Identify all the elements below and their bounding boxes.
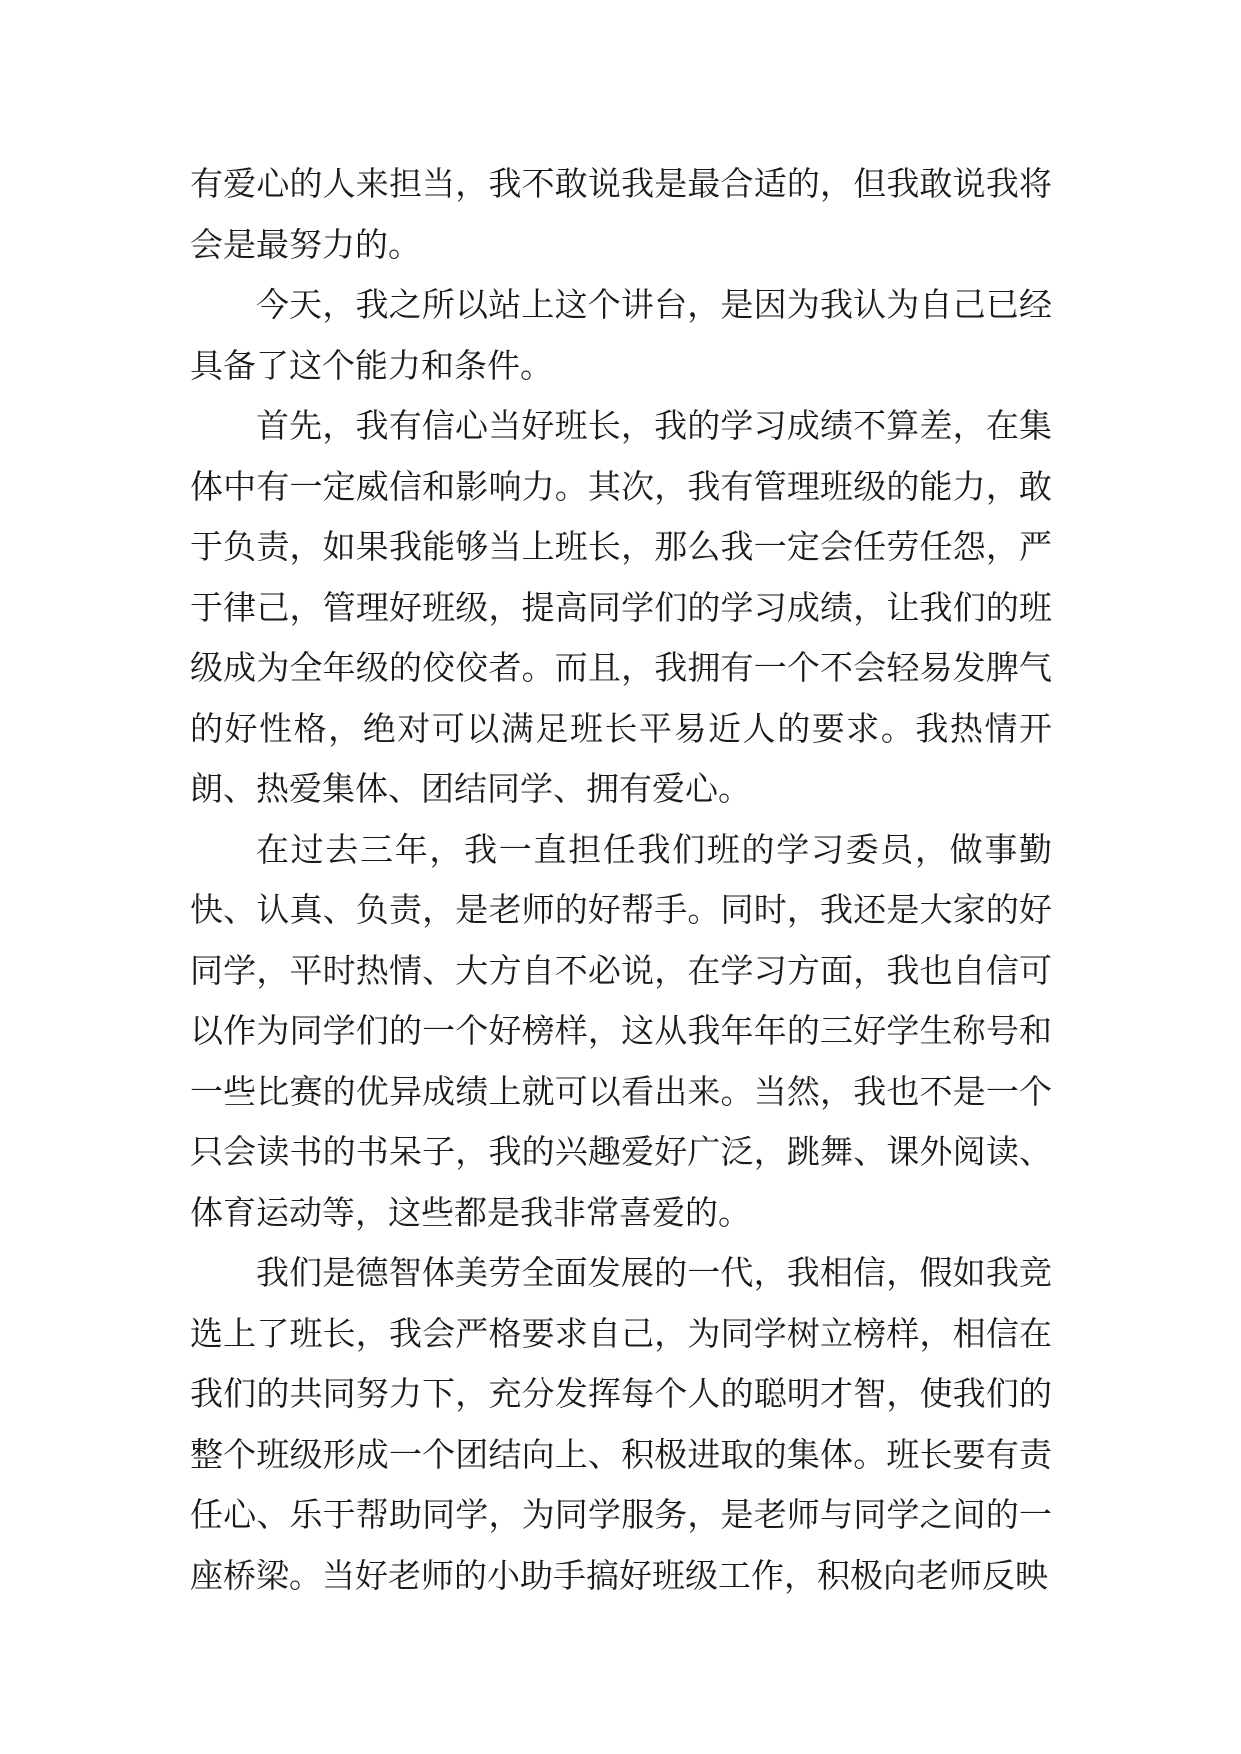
document-body — [190, 154, 1052, 1606]
paragraph-continued: 有爱心的人来担当，我不敢说我是最合适的，但我敢说我将会是最努力的。 — [190, 164, 1052, 264]
paragraph: 我们是德智体美劳全面发展的一代，我相信，假如我竞选上了班长，我会严格要求自己，为同学树立榜样，相信在我们的共同努力下，充分发挥每个人的聪明才智，使我们的整个班级形成一个团结向上、积极进取的集体。班长要有责任心、乐于帮助同学，为同学服务，是老师与同学之间的一座桥梁。当好老师的小助手搞好班级工作，积极向老师反映 — [190, 1253, 1052, 1595]
paragraph: 在过去三年，我一直担任我们班的学习委员，做事勤快、认真、负责，是老师的好帮手。同时，我还是大家的好同学，平时热情、大方自不必说，在学习方面，我也自信可以作为同学们的一个好榜样，这从我年年的三好学生称号和一些比赛的优异成绩上就可以看出来。当然，我也不是一个只会读书的书呆子，我的兴趣爱好广泛，跳舞、课外阅读、体育运动等，这些都是我非常喜爱的。 — [190, 829, 1052, 1232]
paragraph: 首先，我有信心当好班长，我的学习成绩不算差，在集体中有一定威信和影响力。其次，我有管理班级的能力，敢于负责，如果我能够当上班长，那么我一定会任劳任怨，严于律己，管理好班级，提高同学们的学习成绩，让我们的班级成为全年级的佼佼者。而且，我拥有一个不会轻易发脾气的好性格，绝对可以满足班长平易近人的要求。我热情开朗、热爱集体、团结同学、拥有爱心。 — [190, 406, 1052, 808]
paragraph: 今天，我之所以站上这个讲台，是因为我认为自己已经具备了这个能力和条件。 — [190, 285, 1052, 385]
